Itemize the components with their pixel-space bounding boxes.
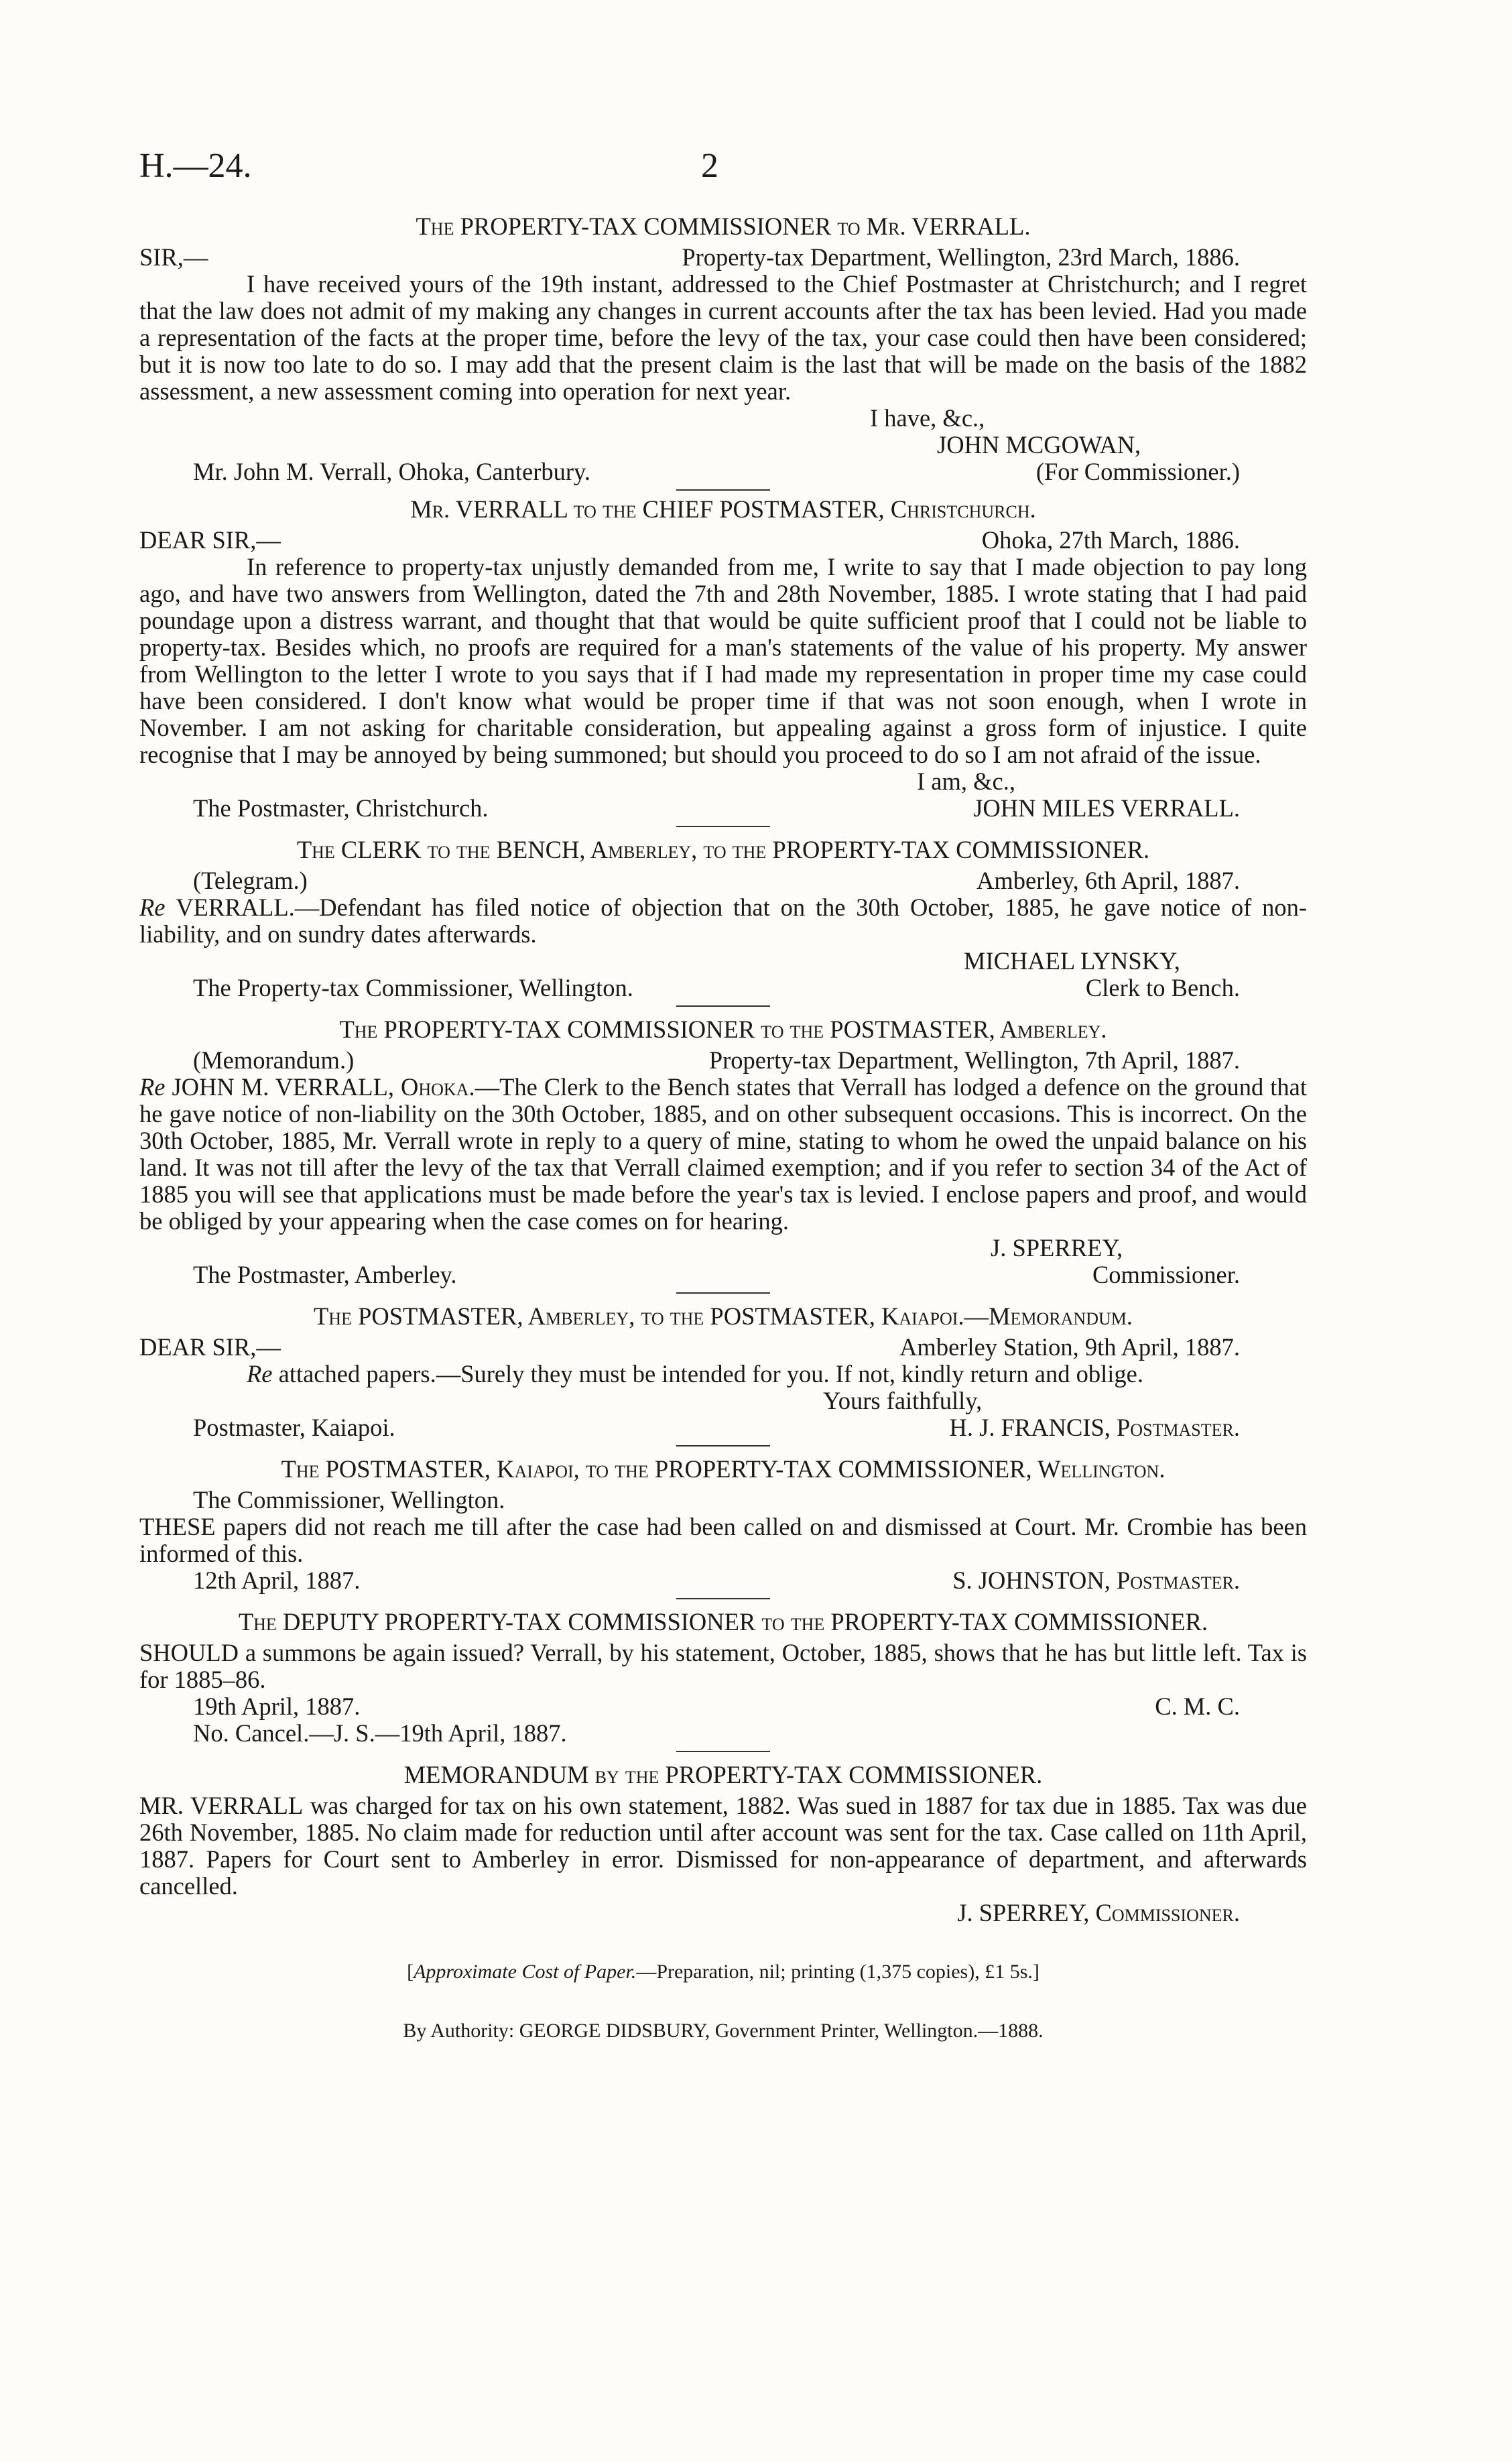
telegram-text: —Defendant has filed notice of objection that on the 30th October, 1885, he gave notice of non-liability, and on sundry dates afterwards. (139, 894, 1307, 948)
letter-2-closing: I am, &c., (917, 767, 1015, 795)
telegram-body (139, 894, 1307, 948)
note-2-title: The DEPUTY PROPERTY-TAX COMMISSIONER to the PROPERTY-TAX COMMISSIONER. (238, 1608, 1208, 1636)
memo-2-text: attached papers.—Surely they must be intended for you. If not, kindly return and oblige. (278, 1360, 1143, 1388)
letter-1-body: I have received yours of the 19th instant, addressed to the Chief Postmaster at Christchurch; and I regret that the law does not admit of my making any changes in current accounts after the tax has been levied. Had you made a representation of the facts at the proper time, before the levy of the tax, your case could then have been considered; but it is now too late to do so. I may add that the present claim is the last that will be made on the basis of the 1882 assessment, a new assessment coming into operation for next year. (139, 270, 1307, 405)
letter-2-salutation: DEAR SIR,— (139, 526, 281, 554)
note-1-title: The POSTMASTER, Kaiapoi, to the PROPERTY-TAX COMMISSIONER, Wellington. (281, 1455, 1166, 1483)
telegram-title: The CLERK to the BENCH, Amberley, to the PROPERTY-TAX COMMISSIONER. (296, 836, 1150, 863)
letter-2-signature: JOHN MILES VERRALL. (973, 794, 1240, 822)
memo-2-body (139, 1361, 1307, 1388)
section-divider (676, 1445, 770, 1447)
memo-2-re: Re (247, 1360, 273, 1388)
memo-1-signature-title: Commissioner. (1092, 1261, 1240, 1288)
section-divider (676, 1598, 770, 1599)
memo-1-kind: (Memorandum.) (193, 1046, 355, 1074)
telegram-signature: MICHAEL LYNSKY, (964, 947, 1180, 975)
memo-2-salutation: DEAR SIR,— (139, 1333, 281, 1361)
memo-final-text: was charged for tax on his own statement, 1882. Was sued in 1887 for tax due in 1885. Tax was due 26th November, 1885. No claim made for reduction until after account was sent for the tax. Case called on 11th April, 1887. Papers for Court sent to Amberley in error. Dismissed for non-appearance of department, and afterwards cancelled. (139, 1792, 1308, 1900)
memo-1-re: Re (139, 1073, 166, 1101)
memo-2-signature: H. J. FRANCIS, Postmaster. (949, 1414, 1240, 1441)
memo-final-title: MEMORANDUM by the PROPERTY-TAX COMMISSIONER. (403, 1761, 1043, 1788)
section-divider (676, 489, 770, 491)
note-1-addressee: The Commissioner, Wellington. (193, 1486, 505, 1514)
memo-1-text: —The Clerk to the Bench states that Verrall has lodged a defence on the ground that he gave notice of non-liability on the 30th October, 1885, and on other subsequent occasions. This is incorrect. On the 30th October, 1885, Mr. Verrall wrote in reply to a query of mine, stating to whom he owed the unpaid balance on his land. It was not till after the levy of the tax that Verrall claimed exemption; and if you refer to section 34 of the Act of 1885 you will see that applications must be made before the year's tax is levied. I enclose papers and proof, and would be obliged by your appearing when the case comes on for hearing. (139, 1073, 1308, 1235)
note-1-date: 12th April, 1887. (193, 1566, 361, 1594)
section-divider (676, 1751, 770, 1752)
telegram-kind: (Telegram.) (193, 867, 308, 894)
document-reference: H.—24. (139, 147, 252, 185)
note-2-text: a summons be again issued? Verrall, by his statement, October, 1885, shows that he has but little left. Tax is for 1885–86. (139, 1639, 1308, 1693)
memo-2-closing: Yours faithfully, (823, 1387, 983, 1414)
letter-1-signature: JOHN MCGOWAN, (937, 431, 1141, 458)
letter-1 (139, 213, 1307, 2043)
note-2-lead: SHOULD (139, 1639, 239, 1666)
page-number: 2 (701, 147, 718, 185)
letter-2-title: Mr. VERRALL to the CHIEF POSTMASTER, Christchurch. (410, 495, 1036, 523)
note-2-date: 19th April, 1887. (193, 1692, 361, 1720)
letter-1-signature-title: (For Commissioner.) (1035, 458, 1240, 485)
cost-text: —Preparation, nil; printing (1,375 copies), £1 5s. (636, 1961, 1033, 1983)
letter-2-addressee: The Postmaster, Christchurch. (193, 794, 489, 822)
note-2-body (139, 1640, 1307, 1693)
memo-2-title: The POSTMASTER, Amberley, to the POSTMASTER, Kaiapoi.—Memorandum. (314, 1302, 1133, 1330)
memo-1-addressee: The Postmaster, Amberley. (193, 1261, 457, 1288)
memo-final-body (139, 1792, 1307, 1900)
letter-1-addressee: Mr. John M. Verrall, Ohoka, Canterbury. (193, 458, 591, 485)
cost-note: [Approximate Cost of Paper.—Preparation, nil; printing (1,375 copies), £1 5s.] (407, 1961, 1040, 1983)
letter-1-place-date: Property-tax Department, Wellington, 23rd March, 1886. (682, 243, 1240, 271)
memo-1-title: The PROPERTY-TAX COMMISSIONER to the POSTMASTER, Amberley. (339, 1015, 1107, 1043)
note-1-lead: THESE (139, 1513, 216, 1540)
letter-1-closing: I have, &c., (870, 404, 985, 432)
memo-1-signature: J. SPERREY, (991, 1234, 1123, 1261)
telegram-re: Re (139, 894, 166, 921)
letter-1-title: The PROPERTY-TAX COMMISSIONER to Mr. VERRALL. (416, 212, 1031, 240)
letter-2-body: In reference to property-tax unjustly demanded from me, I write to say that I made objection to pay long ago, and have two answers from Wellington, dated the 7th and 28th November, 1885. I wrote stating that I had paid poundage upon a distress warrant, and thought that that would be quite sufficient proof that I could not be liable to property-tax. Besides which, no proofs are required for a man's statements of the value of his property. My answer from Wellington to the letter I wrote to you says that if I had made my representation in proper time my case could have been considered. I don't know what would be proper time if that was not soon enough, when I wrote in November. I am not asking for charitable consideration, but appealing against a gross form of injustice. I quite recognise that I may be annoyed by being summoned; but should you proceed to do so I am not afraid of the issue. (139, 553, 1307, 768)
telegram-addressee: The Property-tax Commissioner, Wellington. (193, 974, 633, 1001)
memo-2-place-date: Amberley Station, 9th April, 1887. (899, 1333, 1240, 1361)
telegram-place-date: Amberley, 6th April, 1887. (976, 867, 1240, 894)
memo-1-place-date: Property-tax Department, Wellington, 7th April, 1887. (708, 1046, 1240, 1074)
memo-1-body (139, 1074, 1307, 1235)
telegram-subject: VERRALL. (176, 894, 295, 921)
telegram-signature-title: Clerk to Bench. (1085, 974, 1240, 1001)
letter-2-place-date: Ohoka, 27th March, 1886. (981, 526, 1240, 554)
memo-final-lead: MR. VERRALL (139, 1792, 304, 1819)
memo-2-addressee: Postmaster, Kaiapoi. (193, 1414, 395, 1441)
note-2-signature: C. M. C. (1155, 1692, 1240, 1720)
section-divider (676, 1292, 770, 1294)
printer-authority: By Authority: GEORGE DIDSBURY, Government Printer, Wellington.—1888. (403, 2020, 1044, 2042)
note-1-body (139, 1514, 1307, 1567)
note-1-signature: S. JOHNSTON, Postmaster. (952, 1566, 1240, 1594)
note-1-text: papers did not reach me till after the case had been called on and dismissed at Court. Mr. Crombie has been informed of this. (139, 1513, 1307, 1567)
cost-label: Approximate Cost of Paper. (414, 1961, 637, 1983)
note-2-cancel-note: No. Cancel.—J. S.—19th April, 1887. (193, 1719, 567, 1747)
letter-1-salutation: SIR,— (139, 243, 208, 271)
section-divider (676, 1005, 770, 1007)
memo-final-signature: J. SPERREY, Commissioner. (957, 1899, 1240, 1926)
section-divider (676, 826, 770, 827)
memo-1-subject: JOHN M. VERRALL, Ohoka. (172, 1073, 475, 1101)
